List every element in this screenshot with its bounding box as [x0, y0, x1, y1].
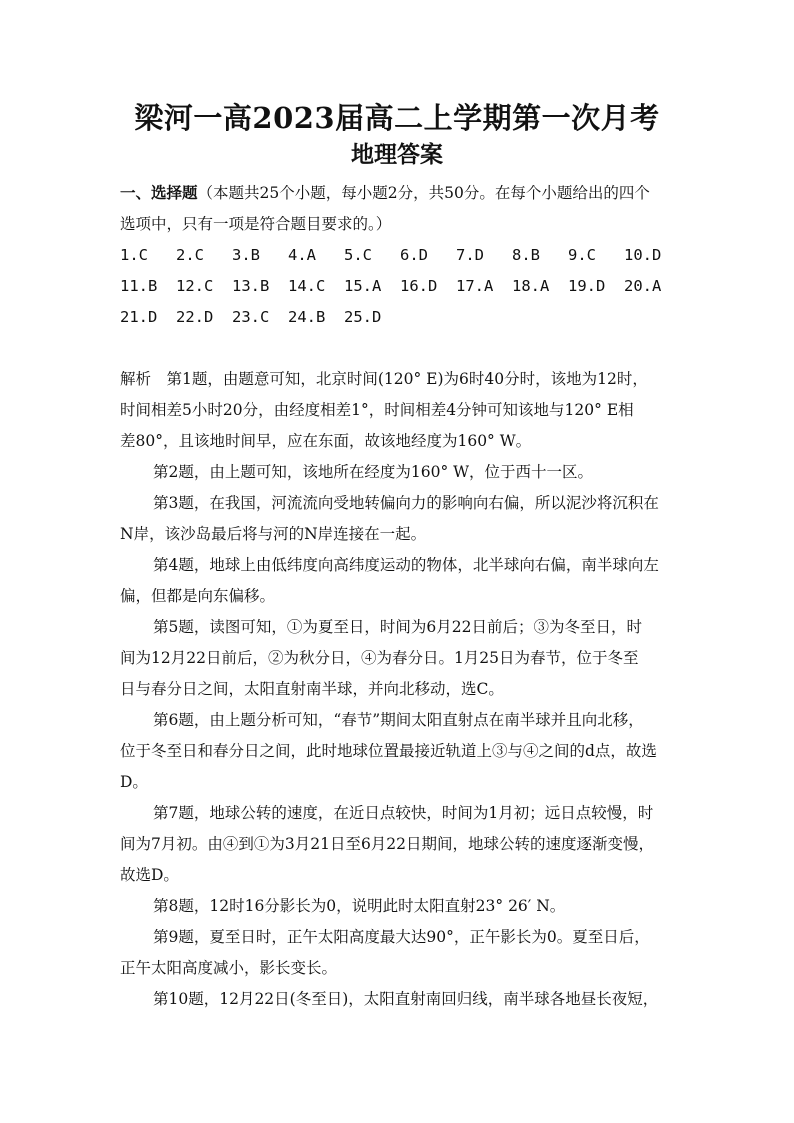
section-intro-line-2: 选项中，只有一项是符合题目要求的。）: [120, 215, 392, 233]
explanation-line: 日与春分日之间，太阳直射南半球，并向北移动，选C。: [120, 680, 504, 698]
answer-item: 16.D: [400, 277, 438, 295]
answer-item: 4.A: [288, 246, 316, 264]
answer-item: 6.D: [400, 246, 428, 264]
answer-item: 24.B: [288, 308, 326, 326]
section-heading: 一、选择题: [120, 183, 198, 202]
explanation-line: 第6题，由上题分析可知，“春节”期间太阳直射点在南半球并且向北移，: [153, 711, 644, 729]
answer-item: 9.C: [568, 246, 596, 264]
answer-item: 13.B: [232, 277, 270, 295]
answer-item: 18.A: [512, 277, 550, 295]
explanation-line: 间为12月22日前后，②为秋分日，④为春分日。1月25日为春节，位于冬至: [120, 649, 639, 667]
answer-item: 1.C: [120, 246, 148, 264]
explanation-line: 位于冬至日和春分日之间，此时地球位置最接近轨道上③与④之间的d点，故选: [120, 742, 657, 760]
answer-item: 23.C: [232, 308, 270, 326]
explanation-line: 第5题，读图可知，①为夏至日，时间为6月22日前后；③为冬至日，时: [153, 618, 642, 636]
answer-item: 15.A: [344, 277, 382, 295]
answer-item: 20.A: [624, 277, 662, 295]
answer-item: 10.D: [624, 246, 662, 264]
explanation-line: 偏，但都是向东偏移。: [120, 587, 276, 605]
answer-item: 21.D: [120, 308, 158, 326]
answer-item: 2.C: [176, 246, 204, 264]
explanation-line: 第4题，地球上由低纬度向高纬度运动的物体，北半球向右偏，南半球向左: [153, 556, 659, 574]
answer-item: 5.C: [344, 246, 372, 264]
page-subtitle: 地理答案: [351, 141, 443, 168]
page-title: 梁河一高2023届高二上学期第一次月考: [134, 101, 660, 135]
explanation-line: D。: [120, 773, 148, 791]
explanation-line: 正午太阳高度减小，影长变长。: [120, 959, 338, 977]
explanation-line: 时间相差5小时20分，由经度相差1°，时间相差4分钟可知该地与120° E相: [120, 401, 634, 419]
explanation-line: 第2题，由上题可知，该地所在经度为160° W，位于西十一区。: [153, 463, 594, 481]
answer-item: 14.C: [288, 277, 326, 295]
answer-item: 25.D: [344, 308, 382, 326]
explanation-line: 第8题，12时16分影长为0，说明此时太阳直射23° 26′ N。: [153, 897, 566, 915]
answer-item: 22.D: [176, 308, 214, 326]
answer-item: 19.D: [568, 277, 606, 295]
explanation-line: 差80°，且该地时间早，应在东面，故该地经度为160° W。: [120, 432, 532, 450]
explanation-line: 故选D。: [120, 866, 179, 884]
explanation-line: 间为7月初。由④到①为3月21日至6月22日期间，地球公转的速度逐渐变慢，: [120, 835, 655, 853]
section-desc: （本题共25个小题，每小题2分，共50分。在每个小题给出的四个: [197, 184, 650, 202]
explanation-line: 第7题，地球公转的速度，在近日点较快，时间为1月初；远日点较慢，时: [153, 804, 654, 822]
section-intro-line-1: [120, 182, 680, 204]
explanation-line: N岸，该沙岛最后将与河的N岸连接在一起。: [120, 525, 427, 543]
explanation-line: 第3题，在我国，河流流向受地转偏向力的影响向右偏，所以泥沙将沉积在: [153, 494, 659, 512]
answer-item: 7.D: [456, 246, 484, 264]
answer-item: 17.A: [456, 277, 494, 295]
explanation-line: 第9题，夏至日时，正午太阳高度最大达90°，正午影长为0。夏至日后，: [153, 928, 650, 946]
answer-item: 11.B: [120, 277, 158, 295]
explanation-line: 解析 第1题，由题意可知，北京时间(120° E)为6时40分时，该地为12时，: [120, 370, 648, 388]
explanation-line: 第10题，12月22日(冬至日)，太阳直射南回归线，南半球各地昼长夜短，: [153, 990, 659, 1008]
answer-item: 12.C: [176, 277, 214, 295]
answer-item: 3.B: [232, 246, 260, 264]
answer-item: 8.B: [512, 246, 540, 264]
